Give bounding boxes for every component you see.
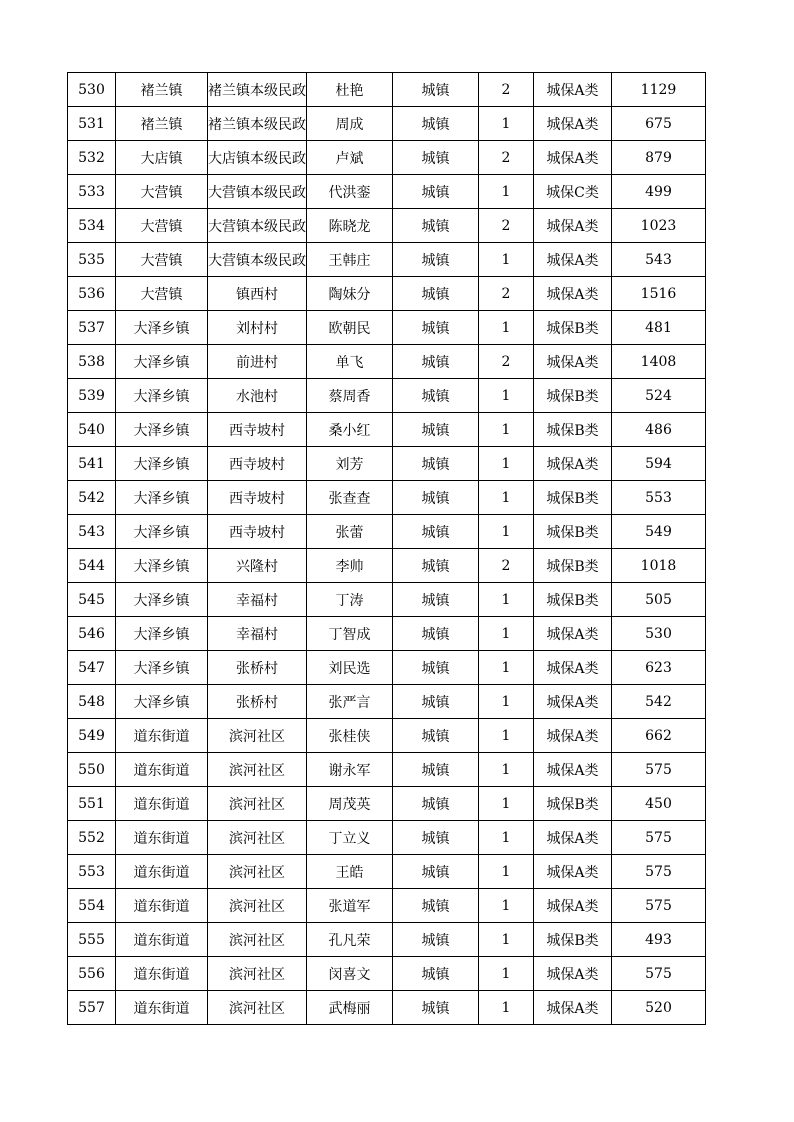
category-cell: 城保A类: [534, 855, 612, 889]
household-size-cell: 1: [479, 753, 534, 787]
row-number: 554: [68, 889, 116, 923]
category-cell: 城保B类: [534, 549, 612, 583]
community-cell: 大营镇本级民政: [208, 209, 307, 243]
household-size-cell: 1: [479, 957, 534, 991]
table-row: [68, 379, 706, 413]
community-cell: 刘村村: [208, 311, 307, 345]
household-size-cell: 1: [479, 311, 534, 345]
row-number: 547: [68, 651, 116, 685]
area-type-cell: 城镇: [393, 753, 479, 787]
name-cell: 陶妹分: [307, 277, 393, 311]
household-size-cell: 1: [479, 515, 534, 549]
table-row: [68, 957, 706, 991]
household-size-cell: 2: [479, 73, 534, 107]
row-number: 553: [68, 855, 116, 889]
amount-cell: 575: [612, 753, 706, 787]
table-row: [68, 923, 706, 957]
row-number: 540: [68, 413, 116, 447]
row-number: 545: [68, 583, 116, 617]
name-cell: 孔凡荣: [307, 923, 393, 957]
row-number: 536: [68, 277, 116, 311]
area-type-cell: 城镇: [393, 447, 479, 481]
community-cell: 滨河社区: [208, 889, 307, 923]
town-cell: 大营镇: [116, 175, 208, 209]
community-cell: 滨河社区: [208, 719, 307, 753]
name-cell: 丁智成: [307, 617, 393, 651]
name-cell: 刘民选: [307, 651, 393, 685]
community-cell: 褚兰镇本级民政: [208, 107, 307, 141]
town-cell: 大泽乡镇: [116, 583, 208, 617]
table-row: [68, 855, 706, 889]
category-cell: 城保A类: [534, 209, 612, 243]
area-type-cell: 城镇: [393, 345, 479, 379]
name-cell: 张查查: [307, 481, 393, 515]
amount-cell: 520: [612, 991, 706, 1025]
town-cell: 道东街道: [116, 787, 208, 821]
amount-cell: 1018: [612, 549, 706, 583]
household-size-cell: 1: [479, 889, 534, 923]
table-row: [68, 277, 706, 311]
table-row: [68, 515, 706, 549]
amount-cell: 575: [612, 889, 706, 923]
category-cell: 城保B类: [534, 787, 612, 821]
area-type-cell: 城镇: [393, 141, 479, 175]
name-cell: 单飞: [307, 345, 393, 379]
amount-cell: 575: [612, 821, 706, 855]
category-cell: 城保A类: [534, 107, 612, 141]
community-cell: 张桥村: [208, 651, 307, 685]
household-size-cell: 1: [479, 617, 534, 651]
row-number: 557: [68, 991, 116, 1025]
town-cell: 大泽乡镇: [116, 617, 208, 651]
community-cell: 大营镇本级民政: [208, 175, 307, 209]
table-row: [68, 175, 706, 209]
table-row: [68, 481, 706, 515]
amount-cell: 542: [612, 685, 706, 719]
amount-cell: 505: [612, 583, 706, 617]
town-cell: 大营镇: [116, 243, 208, 277]
town-cell: 道东街道: [116, 719, 208, 753]
roster-body: [68, 73, 706, 1025]
amount-cell: 549: [612, 515, 706, 549]
area-type-cell: 城镇: [393, 209, 479, 243]
area-type-cell: 城镇: [393, 175, 479, 209]
community-cell: 滨河社区: [208, 821, 307, 855]
row-number: 555: [68, 923, 116, 957]
name-cell: 丁涛: [307, 583, 393, 617]
community-cell: 大店镇本级民政: [208, 141, 307, 175]
category-cell: 城保A类: [534, 73, 612, 107]
amount-cell: 594: [612, 447, 706, 481]
amount-cell: 1129: [612, 73, 706, 107]
row-number: 544: [68, 549, 116, 583]
community-cell: 前进村: [208, 345, 307, 379]
name-cell: 周成: [307, 107, 393, 141]
community-cell: 滨河社区: [208, 787, 307, 821]
household-size-cell: 2: [479, 549, 534, 583]
area-type-cell: 城镇: [393, 107, 479, 141]
town-cell: 大泽乡镇: [116, 515, 208, 549]
amount-cell: 450: [612, 787, 706, 821]
town-cell: 道东街道: [116, 923, 208, 957]
table-row: [68, 413, 706, 447]
area-type-cell: 城镇: [393, 277, 479, 311]
household-size-cell: 1: [479, 447, 534, 481]
household-size-cell: 1: [479, 583, 534, 617]
category-cell: 城保B类: [534, 379, 612, 413]
town-cell: 大泽乡镇: [116, 685, 208, 719]
town-cell: 道东街道: [116, 957, 208, 991]
category-cell: 城保B类: [534, 481, 612, 515]
household-size-cell: 2: [479, 345, 534, 379]
household-size-cell: 2: [479, 209, 534, 243]
town-cell: 褚兰镇: [116, 73, 208, 107]
table-row: [68, 583, 706, 617]
community-cell: 西寺坡村: [208, 447, 307, 481]
area-type-cell: 城镇: [393, 787, 479, 821]
community-cell: 西寺坡村: [208, 413, 307, 447]
town-cell: 道东街道: [116, 753, 208, 787]
category-cell: 城保A类: [534, 243, 612, 277]
household-size-cell: 1: [479, 821, 534, 855]
household-size-cell: 1: [479, 923, 534, 957]
household-size-cell: 1: [479, 175, 534, 209]
category-cell: 城保A类: [534, 753, 612, 787]
amount-cell: 553: [612, 481, 706, 515]
row-number: 551: [68, 787, 116, 821]
category-cell: 城保A类: [534, 957, 612, 991]
name-cell: 张严言: [307, 685, 393, 719]
table-row: [68, 107, 706, 141]
area-type-cell: 城镇: [393, 73, 479, 107]
table-row: [68, 753, 706, 787]
area-type-cell: 城镇: [393, 583, 479, 617]
row-number: 548: [68, 685, 116, 719]
category-cell: 城保A类: [534, 719, 612, 753]
name-cell: 蔡周香: [307, 379, 393, 413]
amount-cell: 879: [612, 141, 706, 175]
town-cell: 大店镇: [116, 141, 208, 175]
table-row: [68, 311, 706, 345]
town-cell: 大泽乡镇: [116, 481, 208, 515]
town-cell: 大泽乡镇: [116, 549, 208, 583]
area-type-cell: 城镇: [393, 821, 479, 855]
row-number: 541: [68, 447, 116, 481]
category-cell: 城保A类: [534, 991, 612, 1025]
category-cell: 城保C类: [534, 175, 612, 209]
community-cell: 幸福村: [208, 583, 307, 617]
row-number: 534: [68, 209, 116, 243]
area-type-cell: 城镇: [393, 991, 479, 1025]
table-row: [68, 651, 706, 685]
community-cell: 镇西村: [208, 277, 307, 311]
name-cell: 代洪銮: [307, 175, 393, 209]
town-cell: 大泽乡镇: [116, 651, 208, 685]
area-type-cell: 城镇: [393, 379, 479, 413]
name-cell: 王皓: [307, 855, 393, 889]
table-row: [68, 345, 706, 379]
row-number: 550: [68, 753, 116, 787]
name-cell: 刘芳: [307, 447, 393, 481]
household-size-cell: 1: [479, 855, 534, 889]
category-cell: 城保A类: [534, 447, 612, 481]
area-type-cell: 城镇: [393, 481, 479, 515]
community-cell: 滨河社区: [208, 923, 307, 957]
table-row: [68, 209, 706, 243]
row-number: 543: [68, 515, 116, 549]
row-number: 530: [68, 73, 116, 107]
area-type-cell: 城镇: [393, 855, 479, 889]
household-size-cell: 2: [479, 141, 534, 175]
category-cell: 城保A类: [534, 651, 612, 685]
area-type-cell: 城镇: [393, 651, 479, 685]
town-cell: 大泽乡镇: [116, 379, 208, 413]
row-number: 556: [68, 957, 116, 991]
town-cell: 道东街道: [116, 855, 208, 889]
table-row: [68, 889, 706, 923]
area-type-cell: 城镇: [393, 685, 479, 719]
town-cell: 大泽乡镇: [116, 413, 208, 447]
household-size-cell: 1: [479, 107, 534, 141]
name-cell: 张蕾: [307, 515, 393, 549]
town-cell: 大营镇: [116, 209, 208, 243]
category-cell: 城保A类: [534, 345, 612, 379]
area-type-cell: 城镇: [393, 889, 479, 923]
row-number: 538: [68, 345, 116, 379]
amount-cell: 499: [612, 175, 706, 209]
community-cell: 兴隆村: [208, 549, 307, 583]
town-cell: 大泽乡镇: [116, 345, 208, 379]
household-size-cell: 1: [479, 481, 534, 515]
area-type-cell: 城镇: [393, 243, 479, 277]
amount-cell: 675: [612, 107, 706, 141]
amount-cell: 662: [612, 719, 706, 753]
row-number: 533: [68, 175, 116, 209]
town-cell: 道东街道: [116, 889, 208, 923]
amount-cell: 481: [612, 311, 706, 345]
household-size-cell: 1: [479, 719, 534, 753]
area-type-cell: 城镇: [393, 549, 479, 583]
community-cell: 大营镇本级民政: [208, 243, 307, 277]
roster-table: [67, 72, 706, 1025]
amount-cell: 575: [612, 957, 706, 991]
amount-cell: 623: [612, 651, 706, 685]
table-row: [68, 141, 706, 175]
category-cell: 城保A类: [534, 821, 612, 855]
amount-cell: 486: [612, 413, 706, 447]
area-type-cell: 城镇: [393, 311, 479, 345]
category-cell: 城保B类: [534, 923, 612, 957]
table-row: [68, 685, 706, 719]
table-row: [68, 991, 706, 1025]
community-cell: 水池村: [208, 379, 307, 413]
community-cell: 滨河社区: [208, 991, 307, 1025]
amount-cell: 530: [612, 617, 706, 651]
table-row: [68, 719, 706, 753]
category-cell: 城保A类: [534, 617, 612, 651]
amount-cell: 524: [612, 379, 706, 413]
town-cell: 大营镇: [116, 277, 208, 311]
community-cell: 滨河社区: [208, 855, 307, 889]
name-cell: 桑小红: [307, 413, 393, 447]
name-cell: 闵喜文: [307, 957, 393, 991]
town-cell: 大泽乡镇: [116, 311, 208, 345]
name-cell: 张道军: [307, 889, 393, 923]
household-size-cell: 1: [479, 413, 534, 447]
amount-cell: 493: [612, 923, 706, 957]
table-row: [68, 73, 706, 107]
household-size-cell: 1: [479, 787, 534, 821]
category-cell: 城保B类: [534, 515, 612, 549]
community-cell: 西寺坡村: [208, 481, 307, 515]
name-cell: 武梅丽: [307, 991, 393, 1025]
name-cell: 丁立义: [307, 821, 393, 855]
name-cell: 陈晓龙: [307, 209, 393, 243]
category-cell: 城保A类: [534, 141, 612, 175]
row-number: 549: [68, 719, 116, 753]
community-cell: 滨河社区: [208, 957, 307, 991]
household-size-cell: 1: [479, 379, 534, 413]
area-type-cell: 城镇: [393, 719, 479, 753]
table-row: [68, 243, 706, 277]
household-size-cell: 1: [479, 651, 534, 685]
row-number: 539: [68, 379, 116, 413]
household-size-cell: 1: [479, 685, 534, 719]
category-cell: 城保B类: [534, 413, 612, 447]
table-row: [68, 821, 706, 855]
table-row: [68, 447, 706, 481]
row-number: 537: [68, 311, 116, 345]
household-size-cell: 1: [479, 243, 534, 277]
community-cell: 张桥村: [208, 685, 307, 719]
row-number: 535: [68, 243, 116, 277]
row-number: 552: [68, 821, 116, 855]
name-cell: 张桂侠: [307, 719, 393, 753]
household-size-cell: 1: [479, 991, 534, 1025]
area-type-cell: 城镇: [393, 515, 479, 549]
category-cell: 城保A类: [534, 889, 612, 923]
name-cell: 杜艳: [307, 73, 393, 107]
name-cell: 欧朝民: [307, 311, 393, 345]
town-cell: 道东街道: [116, 821, 208, 855]
town-cell: 褚兰镇: [116, 107, 208, 141]
table-row: [68, 787, 706, 821]
community-cell: 滨河社区: [208, 753, 307, 787]
town-cell: 大泽乡镇: [116, 447, 208, 481]
amount-cell: 575: [612, 855, 706, 889]
area-type-cell: 城镇: [393, 617, 479, 651]
name-cell: 李帅: [307, 549, 393, 583]
community-cell: 幸福村: [208, 617, 307, 651]
name-cell: 周茂英: [307, 787, 393, 821]
category-cell: 城保B类: [534, 583, 612, 617]
row-number: 531: [68, 107, 116, 141]
table-row: [68, 549, 706, 583]
name-cell: 谢永军: [307, 753, 393, 787]
name-cell: 王韩庄: [307, 243, 393, 277]
category-cell: 城保A类: [534, 685, 612, 719]
category-cell: 城保A类: [534, 277, 612, 311]
row-number: 546: [68, 617, 116, 651]
household-size-cell: 2: [479, 277, 534, 311]
community-cell: 西寺坡村: [208, 515, 307, 549]
area-type-cell: 城镇: [393, 957, 479, 991]
name-cell: 卢斌: [307, 141, 393, 175]
amount-cell: 1408: [612, 345, 706, 379]
category-cell: 城保B类: [534, 311, 612, 345]
area-type-cell: 城镇: [393, 413, 479, 447]
amount-cell: 1023: [612, 209, 706, 243]
row-number: 542: [68, 481, 116, 515]
town-cell: 道东街道: [116, 991, 208, 1025]
community-cell: 褚兰镇本级民政: [208, 73, 307, 107]
amount-cell: 1516: [612, 277, 706, 311]
table-row: [68, 617, 706, 651]
area-type-cell: 城镇: [393, 923, 479, 957]
amount-cell: 543: [612, 243, 706, 277]
row-number: 532: [68, 141, 116, 175]
